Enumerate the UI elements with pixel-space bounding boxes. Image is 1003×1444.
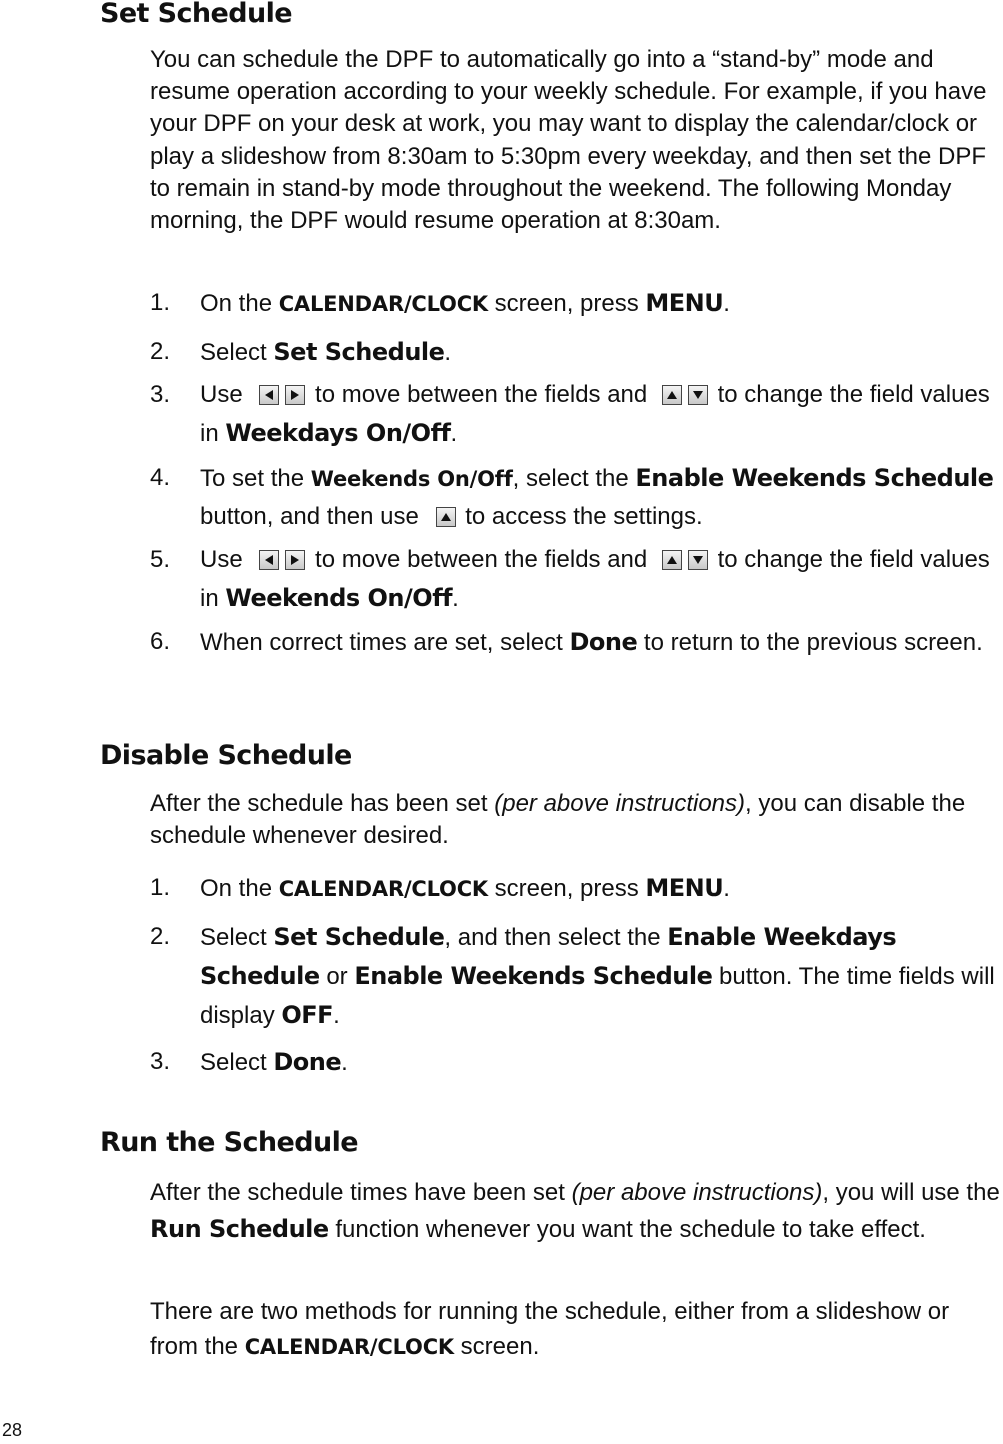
down-arrow-icon bbox=[688, 385, 708, 405]
heading-run-the-schedule: Run the Schedule bbox=[100, 1127, 358, 1158]
step-number: 3. bbox=[150, 1048, 171, 1075]
step-number: 3. bbox=[150, 381, 171, 408]
step-number: 2. bbox=[150, 338, 171, 365]
right-arrow-icon bbox=[285, 550, 305, 570]
step-number: 2. bbox=[150, 923, 171, 950]
page-number: 28 bbox=[2, 1420, 23, 1440]
up-arrow-icon bbox=[662, 550, 682, 570]
heading-disable-schedule: Disable Schedule bbox=[100, 740, 352, 771]
left-arrow-icon bbox=[259, 550, 279, 570]
up-arrow-icon bbox=[662, 385, 682, 405]
run-schedule-paragraph-2: There are two methods for running the schedule, either from a slideshow or from the CALENDAR/CLOCK screen. bbox=[150, 1298, 950, 1360]
step-number: 4. bbox=[150, 464, 171, 491]
step-number: 1. bbox=[150, 874, 171, 901]
up-arrow-icon bbox=[436, 507, 456, 527]
run-schedule-paragraph-1: After the schedule times have been set (per above instructions), you will use the Run Schedule function whenever you want the schedule to take effect. bbox=[150, 1179, 1000, 1243]
right-arrow-icon bbox=[285, 385, 305, 405]
set-schedule-intro: You can schedule the DPF to automatically go into a “stand-by” mode and resume operation according to your weekly schedule. For example, if you have your DPF on your desk at work, you may want to display the calendar/clock or play a slideshow from 8:30am to 5:30pm every weekday, and then set the DPF to remain in stand-by mode throughout the weekend. The following Monday morning, the DPF would resume operation at 8:30am. bbox=[150, 46, 987, 235]
down-arrow-icon bbox=[688, 550, 708, 570]
step-number: 6. bbox=[150, 628, 171, 655]
disable-schedule-intro: After the schedule has been set (per above instructions), you can disable the schedule whenever desired. bbox=[150, 790, 966, 849]
step-number: 1. bbox=[150, 289, 171, 316]
heading-set-schedule: Set Schedule bbox=[100, 0, 292, 29]
left-arrow-icon bbox=[259, 385, 279, 405]
step-number: 5. bbox=[150, 546, 171, 573]
